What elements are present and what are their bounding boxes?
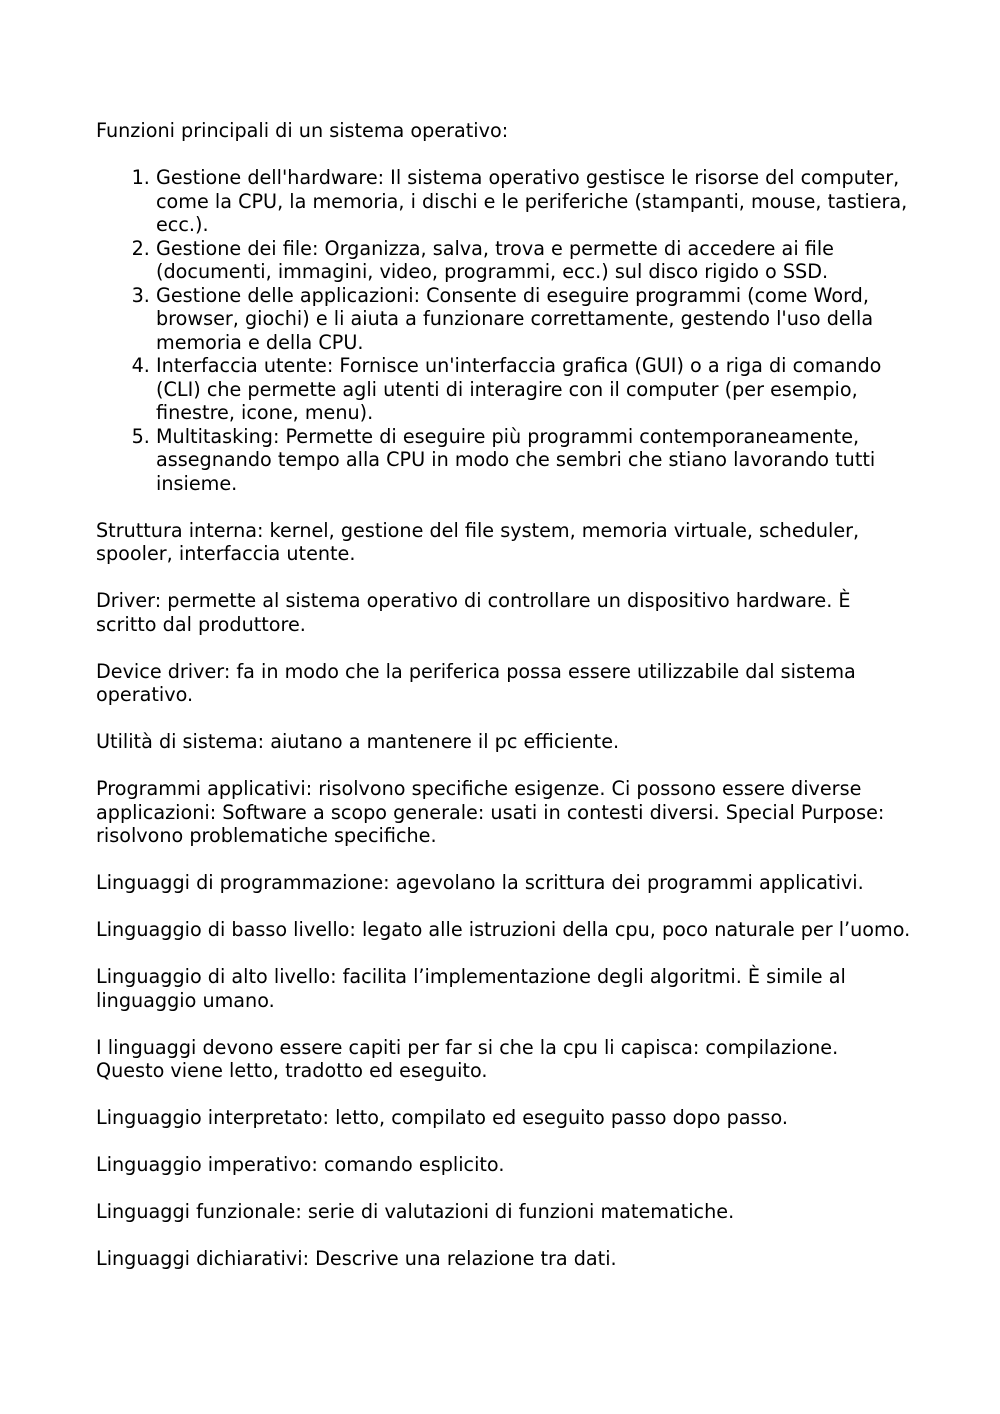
list-item: 4. Interfaccia utente: Fornisce un'interfaccia grafica (GUI) o a riga di comando (CLI) che permette agli utenti di interagire con il computer (per esempio, finestre, icone, menu). — [156, 354, 911, 425]
intro-paragraph: Funzioni principali di un sistema operativo: — [96, 119, 509, 142]
list-item: 5. Multitasking: Permette di eseguire più programmi contemporaneamente, assegnando tempo alla CPU in modo che sembri che stiano lavorando tutti insieme. — [156, 425, 911, 496]
list-item: 2. Gestione dei file: Organizza, salva, trova e permette di accedere ai file (documenti, immagini, video, programmi, ecc.) sul disco rigido o SSD. — [156, 237, 911, 284]
paragraph-application-programs: Programmi applicativi: risolvono specifiche esigenze. Ci possono essere diverse applicazioni: Software a scopo generale: usati in contesti diversi. Special Purpose: risolvono problematiche specifiche. — [96, 777, 885, 847]
paragraph-internal-structure: Struttura interna: kernel, gestione del file system, memoria virtuale, scheduler, spooler, interfaccia utente. — [96, 518, 860, 565]
paragraph-programming-languages: Linguaggi di programmazione: agevolano la scrittura dei programmi applicativi. — [96, 871, 864, 894]
paragraph-driver: Driver: permette al sistema operativo di controllare un dispositivo hardware. È scritto dal produttore. — [96, 589, 851, 636]
paragraph-high-level-language: Linguaggio di alto livello: facilita l’implementazione degli algoritmi. È simile al linguaggio umano. — [96, 965, 846, 1012]
paragraph-interpreted-language: Linguaggio interpretato: letto, compilato ed eseguito passo dopo passo. — [96, 1106, 788, 1129]
list-item: 3. Gestione delle applicazioni: Consente di eseguire programmi (come Word, browser, giochi) e li aiuta a funzionare correttamente, gestendo l'uso della memoria e della CPU. — [156, 284, 911, 355]
paragraph-compilation: I linguaggi devono essere capiti per far si che la cpu li capisca: compilazione. Questo viene letto, tradotto ed eseguito. — [96, 1035, 839, 1082]
paragraph-imperative-language: Linguaggio imperativo: comando esplicito. — [96, 1153, 505, 1176]
paragraph-low-level-language: Linguaggio di basso livello: legato alle istruzioni della cpu, poco naturale per l’uomo. — [96, 918, 911, 941]
list-item: 1. Gestione dell'hardware: Il sistema operativo gestisce le risorse del computer, come la CPU, la memoria, i dischi e le periferiche (stampanti, mouse, tastiera, ecc.). — [156, 166, 911, 237]
document-body — [96, 119, 911, 1294]
functions-list — [96, 166, 911, 495]
paragraph-device-driver: Device driver: fa in modo che la periferica possa essere utilizzabile dal sistema operativo. — [96, 659, 856, 706]
paragraph-functional-language: Linguaggi funzionale: serie di valutazioni di funzioni matematiche. — [96, 1200, 735, 1223]
paragraph-system-utilities: Utilità di sistema: aiutano a mantenere il pc efficiente. — [96, 730, 620, 753]
paragraph-declarative-language: Linguaggi dichiarativi: Descrive una relazione tra dati. — [96, 1247, 617, 1270]
